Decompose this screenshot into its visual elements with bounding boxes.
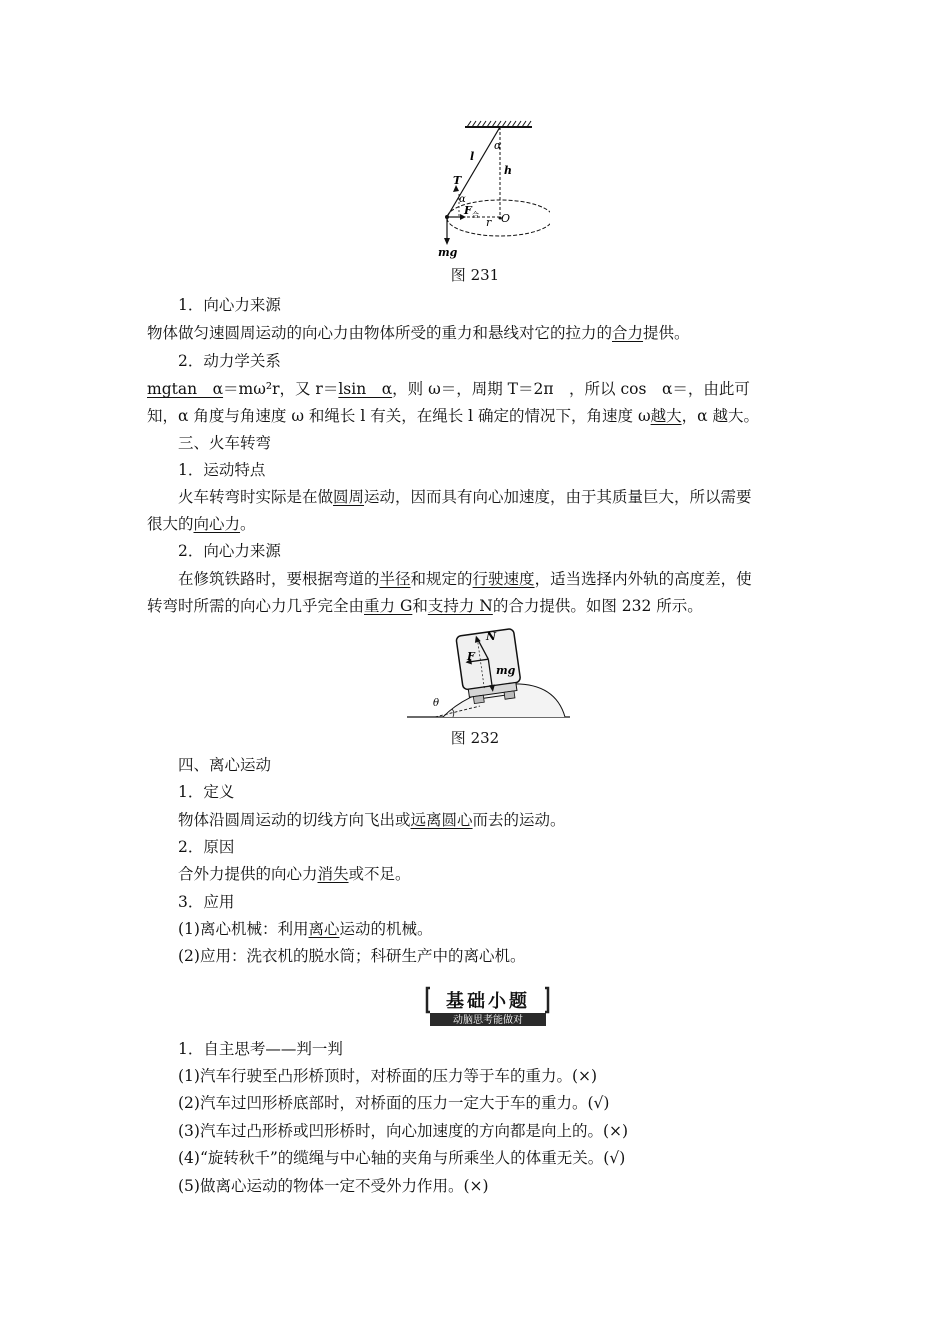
paragraph-dynamics-line1: mgtan α＝mω²r，又 r＝lsin α，则 ω＝，周期 T＝2π ，所以 cos α＝，由此可: [147, 380, 750, 398]
heading-cause: 2．原因: [178, 838, 235, 856]
badge-graphic: [424, 986, 552, 1028]
label-alpha-top: α: [494, 139, 502, 152]
section-badge: [424, 986, 552, 1028]
paragraph-centripetal-source: 物体做匀速圆周运动的向心力由物体所受的重力和悬线对它的拉力的合力提供。: [147, 324, 690, 342]
figure-232-caption: 图 232: [450, 729, 500, 747]
quiz-item: (3)汽车过凸形桥或凹形桥时，向心加速度的方向都是向上的。(×): [178, 1122, 629, 1140]
section-title-centrifugal: 四、离心运动: [178, 756, 272, 774]
heading-centripetal-source: 1．向心力来源: [178, 296, 281, 314]
quiz-item: (5)做离心运动的物体一定不受外力作用。(×): [178, 1177, 489, 1195]
label-F: F: [464, 204, 472, 217]
badge-title: 基础小题: [446, 991, 530, 1012]
paragraph-application-1: (1)离心机械：利用离心运动的机械。: [178, 920, 433, 938]
paragraph-railway-line1: 在修筑铁路时，要根据弯道的半径和规定的行驶速度，适当选择内外轨的高度差，使: [178, 570, 752, 588]
paragraph-application-2: (2)应用：洗衣机的脱水筒；科研生产中的离心机。: [178, 947, 526, 965]
label-O: O: [501, 212, 511, 225]
label-N: N: [486, 630, 497, 643]
paragraph-motion-line2: 很大的向心力。: [147, 515, 256, 533]
conical-pendulum-figure: [420, 118, 550, 264]
quiz-heading: 1．自主思考——判一判: [178, 1040, 343, 1058]
quiz-item: (2)汽车过凹形桥底部时，对桥面的压力一定大于车的重力。(√): [178, 1094, 610, 1112]
label-F: F: [467, 650, 475, 663]
label-alpha-mid: α: [459, 194, 466, 205]
label-mg: mg: [438, 246, 458, 259]
heading-dynamics: 2．动力学关系: [178, 352, 281, 370]
paragraph-cause: 合外力提供的向心力消失或不足。: [178, 865, 411, 883]
label-r: r: [486, 216, 492, 229]
badge-subtitle: 动脑思考能做对: [453, 1015, 523, 1026]
heading-application: 3．应用: [178, 893, 235, 911]
label-T: T: [453, 174, 462, 187]
label-F-sub: 合: [472, 211, 479, 219]
paragraph-dynamics-line2: 知，α 角度与角速度 ω 和绳长 l 有关，在绳长 l 确定的情况下，角速度 ω越大，α 越大。: [147, 407, 759, 425]
label-h: h: [504, 164, 512, 177]
paragraph-motion-line1: 火车转弯时实际是在做圆周运动，因而具有向心加速度，由于其质量巨大，所以需要: [178, 488, 752, 506]
quiz-item: (4)“旋转秋千”的缆绳与中心轴的夹角与所乘坐人的体重无关。(√): [178, 1149, 626, 1167]
figure-231-caption: 图 231: [450, 266, 500, 284]
heading-motion-features: 1．运动特点: [178, 461, 266, 479]
section-title-train-turning: 三、火车转弯: [178, 434, 272, 452]
label-theta: θ: [433, 698, 440, 709]
heading-train-centripetal-source: 2．向心力来源: [178, 542, 281, 560]
heading-definition: 1．定义: [178, 783, 235, 801]
label-l: l: [470, 150, 475, 163]
paragraph-railway-line2: 转弯时所需的向心力几乎完全由重力 G和支持力 N的合力提供。如图 232 所示。: [147, 597, 703, 615]
quiz-item: (1)汽车行驶至凸形桥顶时，对桥面的压力等于车的重力。(×): [178, 1067, 598, 1085]
label-mg: mg: [496, 664, 516, 677]
paragraph-definition: 物体沿圆周运动的切线方向飞出或远离圆心而去的运动。: [178, 811, 566, 829]
train-turning-figure: [405, 624, 575, 724]
